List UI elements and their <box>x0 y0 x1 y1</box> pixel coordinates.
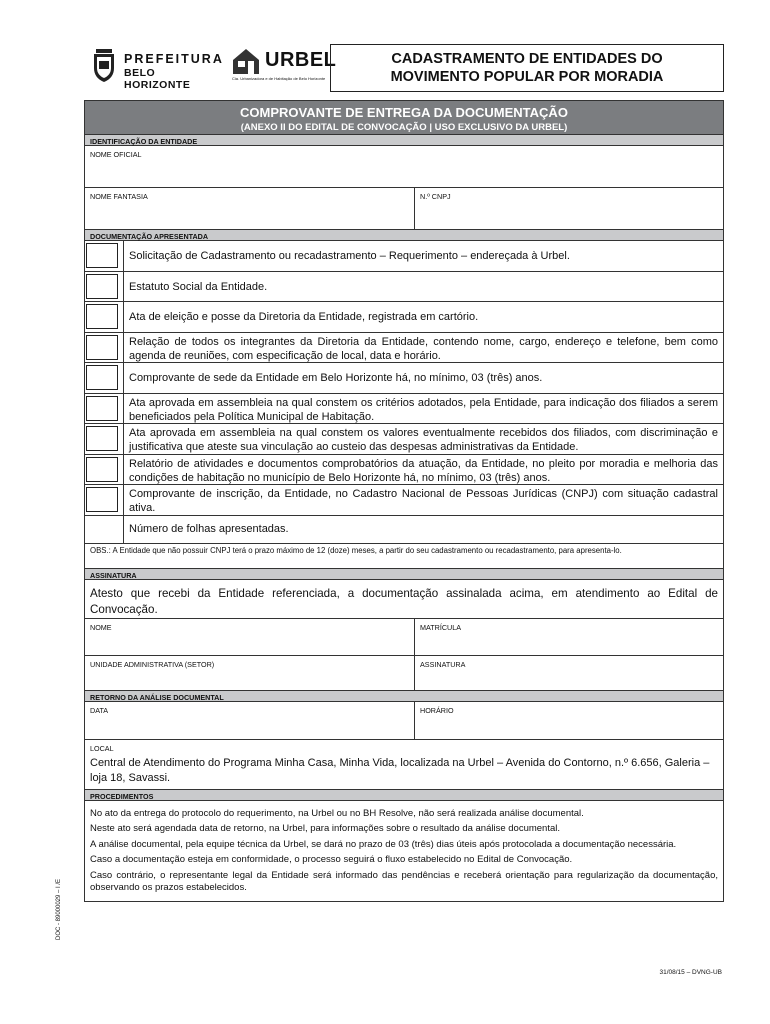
checkbox[interactable] <box>86 426 118 451</box>
row-fantasia-cnpj <box>85 188 723 230</box>
row-nome-matricula <box>85 619 723 656</box>
nome-oficial-field[interactable] <box>85 146 723 188</box>
doc-item-text: Ata de eleição e posse da Diretoria da Entidade, registrada em cartório. <box>129 311 479 323</box>
footer-code: 31/08/15 – DVNG-UB <box>659 969 722 976</box>
checkbox[interactable] <box>86 396 118 421</box>
document-title-box <box>330 44 724 92</box>
matricula-label: MATRÍCULA <box>420 622 461 632</box>
doc-item <box>85 302 723 333</box>
cnpj-field[interactable] <box>415 188 723 229</box>
obs-note: OBS.: A Entidade que não possuir CNPJ terá o prazo máximo de 12 (doze) meses, a partir do seu cadastramento ou recadastramento, para apresenta-lo. <box>85 544 723 569</box>
assinatura-field[interactable] <box>415 656 723 690</box>
coat-of-arms-icon <box>90 48 118 84</box>
checkbox[interactable] <box>86 243 118 268</box>
banner-subtitle: (ANEXO II DO EDITAL DE CONVOCAÇÃO | USO EXCLUSIVO DA URBEL) <box>240 122 568 133</box>
cnpj-label: N.º CNPJ <box>420 192 451 201</box>
nome-fantasia-label: NOME FANTASIA <box>90 192 148 201</box>
matricula-field[interactable] <box>415 619 723 655</box>
prefeitura-logo <box>90 48 224 91</box>
doc-item-text: Relação de todos os integrantes da Diretoria da Entidade, contendo nome, cargo, endereço e telefone, bem como agenda de reuniões, com especificação de local, data e horário. <box>129 335 718 362</box>
banner-title: COMPROVANTE DE ENTREGA DA DOCUMENTAÇÃO <box>240 105 568 120</box>
title-line1: CADASTRAMENTO DE ENTIDADES DO <box>391 51 663 67</box>
urbel-name: URBEL <box>265 49 337 71</box>
logo-line1: PREFEITURA <box>124 52 224 66</box>
section-identificacao: IDENTIFICAÇÃO DA ENTIDADE <box>85 135 723 146</box>
section-retorno: RETORNO DA ANÁLISE DOCUMENTAL <box>85 691 723 702</box>
nome-oficial-label: NOME OFICIAL <box>90 150 142 159</box>
procedimento-item: Neste ato será agendada data de retorno, na Urbel, para informações sobre o resultado da análise documental. <box>90 823 561 834</box>
section-assinatura: ASSINATURA <box>85 569 723 580</box>
atesto-text: Atesto que recebi da Entidade referenciada, a documentação assinalada acima, em atendimento ao Edital de Convocação. <box>85 580 723 619</box>
unidade-field[interactable] <box>85 656 415 690</box>
house-icon <box>232 48 260 74</box>
urbel-tagline: Cia. Urbanizadora e de Habitação de Belo Horizonte <box>232 76 326 81</box>
data-field[interactable] <box>85 702 415 739</box>
doc-item <box>85 394 723 425</box>
doc-item-text: Ata aprovada em assembleia na qual constem os critérios adotados, pela Entidade, para indicação dos filiados a serem beneficiados pela Política Municipal de Habitação. <box>129 396 718 423</box>
doc-item <box>85 455 723 486</box>
doc-item-text: Solicitação de Cadastramento ou recadastramento – Requerimento – endereçada à Urbel. <box>129 250 570 262</box>
doc-item <box>85 485 723 516</box>
local-label: LOCAL <box>90 743 114 753</box>
urbel-logo <box>232 48 337 84</box>
doc-item <box>85 241 723 272</box>
doc-item <box>85 424 723 455</box>
unidade-label: UNIDADE ADMINISTRATIVA (SETOR) <box>90 659 215 669</box>
checkbox[interactable] <box>86 335 118 360</box>
doc-item-text: Estatuto Social da Entidade. <box>129 280 268 293</box>
doc-item-text: Comprovante de inscrição, da Entidade, no Cadastro Nacional de Pessoas Jurídicas (CNPJ) com situação cadastral ativa. <box>129 488 718 514</box>
checkbox[interactable] <box>86 274 118 299</box>
section-procedimentos: PROCEDIMENTOS <box>85 790 723 801</box>
doc-item-text: Relatório de atividades e documentos comprobatórios da atuação, da Entidade, no pleito por moradia e melhoria das condições de habitação no município de Belo Horizonte há, no mínimo, 03 (três) anos. <box>129 457 718 484</box>
checkbox[interactable] <box>86 304 118 329</box>
doc-item <box>85 333 723 364</box>
horario-label: HORÁRIO <box>420 705 454 715</box>
data-label: DATA <box>90 705 109 715</box>
procedimento-item: A análise documental, pela equipe técnica da Urbel, se dará no prazo de 03 (três) dias úteis após protocolada a documentação necessária. <box>90 838 677 850</box>
title-line2: MOVIMENTO POPULAR POR MORADIA <box>390 69 664 85</box>
doc-item <box>85 272 723 303</box>
procedimento-item: Caso contrário, o representante legal da Entidade será informado das pendências e receberá orientação para regularização da documentação, observando os prazos estabelecidos. <box>90 869 718 893</box>
doc-item-text: Ata aprovada em assembleia na qual constem os valores eventualmente recebidos dos filiados, com discriminação e justificativa que ateste sua vinculação ao custeio das despesas administrativas da Entidade. <box>129 427 718 453</box>
form-banner <box>85 101 723 135</box>
assinatura-label: ASSINATURA <box>420 659 466 669</box>
receipt-form <box>84 100 724 902</box>
local-text: Central de Atendimento do Programa Minha Casa, Minha Vida, localizada na Urbel – Avenida do Contorno, n.º 6.656, Galeria – loja 18, Savassi. <box>90 756 710 784</box>
horario-field[interactable] <box>415 702 723 739</box>
section-documentacao: DOCUMENTAÇÃO APRESENTADA <box>85 230 723 241</box>
nome-field[interactable] <box>85 619 415 655</box>
checkbox[interactable] <box>86 457 118 482</box>
logo-line2: BELO HORIZONTE <box>124 67 191 91</box>
document-code-vertical: DOC - 89000029 – I /E <box>56 878 62 940</box>
checkbox[interactable] <box>86 487 118 512</box>
numero-folhas-input[interactable] <box>85 516 124 543</box>
procedimento-item: No ato da entrega do protocolo do requerimento, na Urbel ou no BH Resolve, não será realizada análise documental. <box>90 807 584 819</box>
numero-folhas-text: Número de folhas apresentadas. <box>129 522 289 535</box>
doc-item-text: Comprovante de sede da Entidade em Belo Horizonte há, no mínimo, 03 (três) anos. <box>129 372 543 384</box>
doc-item <box>85 363 723 394</box>
nome-fantasia-field[interactable] <box>85 188 415 229</box>
procedimento-item: Caso a documentação esteja em conformidade, o processo seguirá o fluxo estabelecido no Edital de Convocação. <box>90 854 573 865</box>
numero-folhas-row <box>85 516 723 544</box>
row-data-horario <box>85 702 723 740</box>
row-unidade-assinatura <box>85 656 723 691</box>
checkbox[interactable] <box>86 365 118 390</box>
procedimentos-list <box>85 801 723 902</box>
local-field <box>85 740 723 790</box>
nome-label: NOME <box>90 622 112 632</box>
